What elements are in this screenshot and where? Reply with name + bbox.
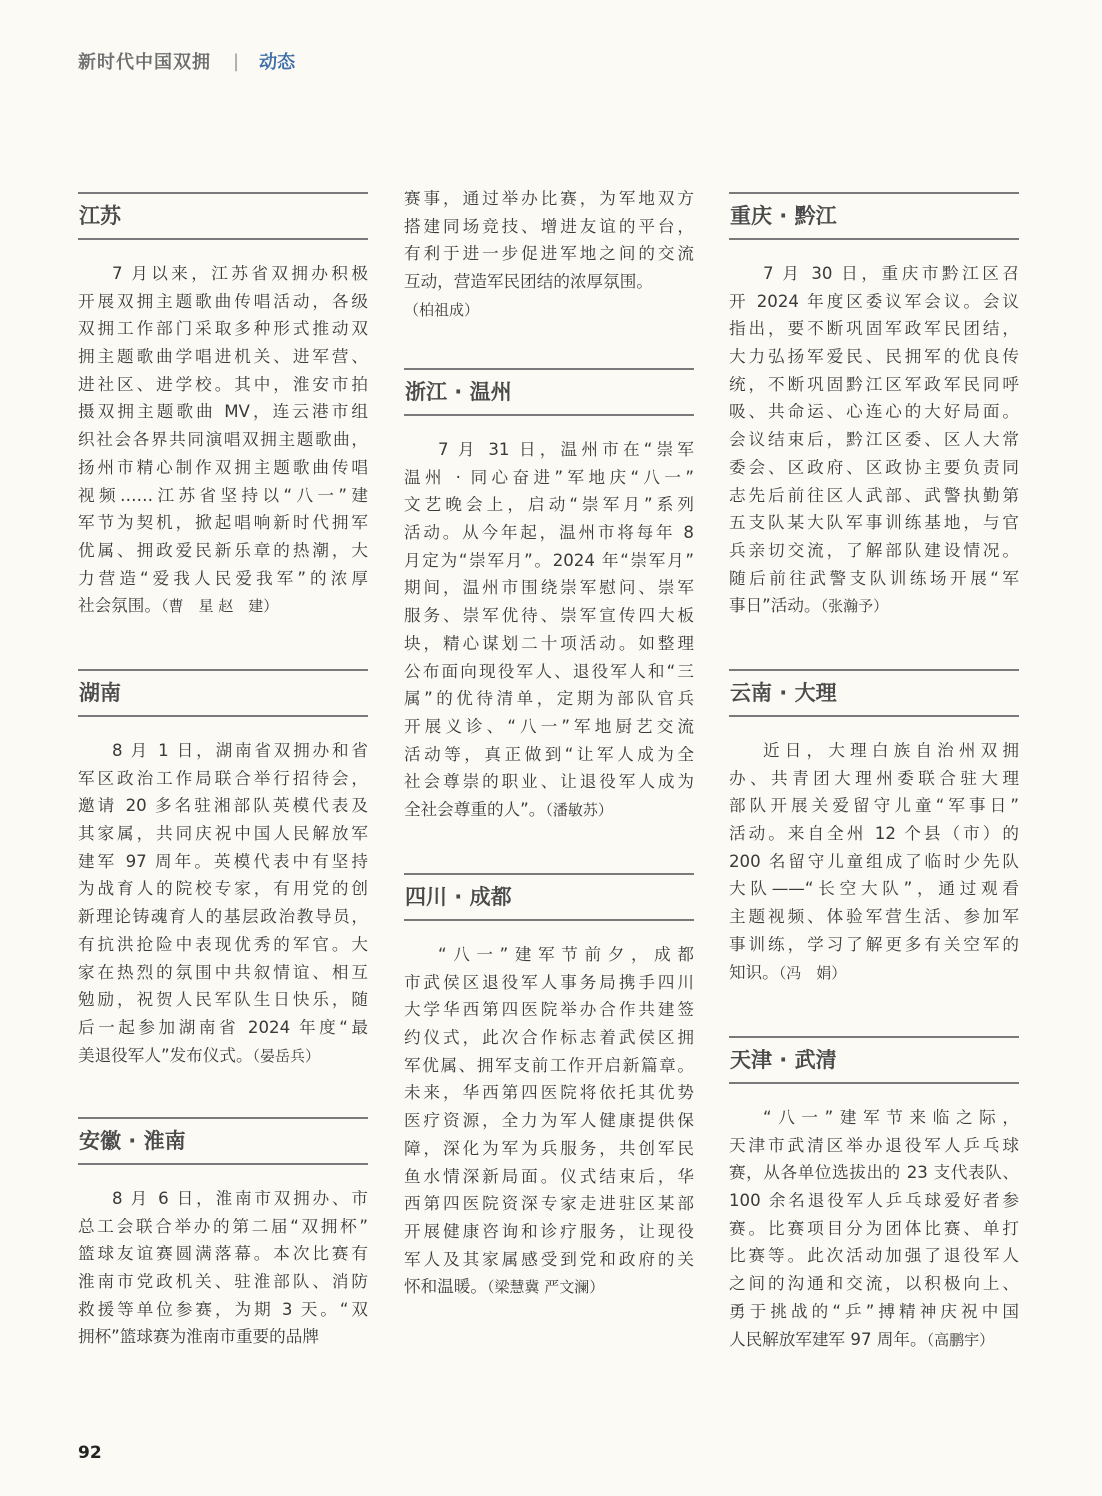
- article-line: [404, 768, 694, 796]
- article-line: [404, 464, 694, 492]
- column-3: [729, 192, 1019, 1349]
- line-text: 搭建同场竞技、增进友谊的平台，: [404, 216, 694, 236]
- line-text: 开展健康咨询和诊疗服务，让现役: [404, 1221, 694, 1241]
- article-line: [78, 565, 368, 593]
- line-text: 知识。: [729, 962, 779, 982]
- article-line: [404, 436, 694, 464]
- article-line: [78, 509, 368, 537]
- article-author: （高鹏宇）: [926, 1330, 995, 1349]
- line-text: 织社会各界共同演唱双拥主题歌曲，: [78, 430, 368, 450]
- article-tianjin-wuqing: [729, 1036, 1019, 1353]
- line-text: 视频……江苏省坚持以“八一”建: [78, 485, 368, 505]
- line-text: 新理论铸魂育人的基层政治教导员，: [78, 907, 368, 927]
- line-text: 随后前往武警支队训练场开展“军: [729, 568, 1019, 588]
- line-text: 总工会联合举办的第二届“双拥杯”: [78, 1216, 368, 1236]
- line-text: 力营造“爱我人民爱我军”的浓厚: [78, 568, 368, 588]
- line-text: 未来，华西第四医院将依托其优势: [404, 1083, 694, 1103]
- line-text: 8 月 6 日，淮南市双拥办、市: [112, 1189, 368, 1208]
- article-author: （晏岳兵）: [252, 1046, 321, 1065]
- article-line: [404, 602, 694, 630]
- article-line: [404, 1273, 694, 1301]
- line-text: 有利于进一步促进军地之间的交流: [404, 244, 694, 264]
- line-text: 双拥工作部门采取多种形式推动双: [78, 319, 368, 339]
- line-text: 开展双拥主题歌曲传唱活动，各级: [78, 291, 368, 311]
- line-text: 属”的优待清单，定期为部队官兵: [404, 689, 694, 709]
- article-line: [729, 509, 1019, 537]
- column-1: [78, 192, 368, 1347]
- line-text: 摄双拥主题歌曲 MV，连云港市组: [78, 402, 368, 422]
- line-text: 社会尊崇的职业、让退役军人成为: [404, 772, 694, 792]
- article-heading: 天津 · 武清: [729, 1036, 1019, 1084]
- line-text: 大学华西第四医院举办合作共建签: [404, 1000, 694, 1020]
- article-line: [729, 848, 1019, 876]
- line-text: 比赛等。此次活动加强了退役军人: [729, 1246, 1019, 1266]
- article-heading: 浙江 · 温州: [404, 368, 694, 416]
- article-line: [729, 592, 1019, 620]
- running-header: [78, 48, 295, 74]
- article-anhui-continued: [404, 185, 694, 323]
- article-line: [404, 1190, 694, 1218]
- article-line: [404, 630, 694, 658]
- article-jiangsu: [78, 192, 368, 620]
- article-line: [78, 1323, 368, 1351]
- line-text: 活动。从今年起，温州市将每年 8: [404, 523, 694, 543]
- magazine-title: 新时代中国双拥: [78, 52, 211, 73]
- article-author: （潘敏苏）: [545, 800, 613, 819]
- line-text: 互动，营造军民团结的浓厚氛围。: [404, 272, 653, 292]
- article-line: [404, 574, 694, 602]
- article-line: [78, 959, 368, 987]
- line-text: 指出，要不断巩固军政军民团结，: [729, 319, 1019, 339]
- line-text: 怀和温暖。: [404, 1277, 487, 1297]
- article-yunnan-dali: [729, 669, 1019, 986]
- article-line: [78, 1296, 368, 1324]
- article-heading: 四川 · 成都: [404, 873, 694, 921]
- article-line: [729, 537, 1019, 565]
- line-text: 邀请 20 多名驻湘部队英模代表及: [78, 796, 368, 816]
- article-line: [404, 240, 694, 268]
- article-line: [729, 1215, 1019, 1243]
- article-line: [78, 537, 368, 565]
- article-line: [404, 1079, 694, 1107]
- article-line: [404, 491, 694, 519]
- line-text: 之间的沟通和交流，以积极向上、: [729, 1274, 1019, 1294]
- article-line: [404, 969, 694, 997]
- column-2: [404, 185, 694, 1297]
- line-text: 兵亲切交流，了解部队建设情况。: [729, 540, 1019, 560]
- line-text: 军节为契机，掀起唱响新时代拥军: [78, 513, 368, 533]
- article-line: [729, 959, 1019, 987]
- article-line: [404, 685, 694, 713]
- article-chongqing-qianjiang: [729, 192, 1019, 620]
- article-line: [78, 592, 368, 620]
- article-line: [404, 519, 694, 547]
- article-line: [729, 482, 1019, 510]
- article-line: [78, 371, 368, 399]
- article-line: [729, 1270, 1019, 1298]
- line-text: 鱼水情深新局面。仪式结束后，华: [404, 1166, 694, 1186]
- line-text: 事训练，学习了解更多有关空军的: [729, 934, 1019, 954]
- article-author: （冯 娟）: [778, 963, 847, 982]
- article-line: [78, 737, 368, 765]
- article-heading: 云南 · 大理: [729, 669, 1019, 717]
- article-author: （梁慧冀 严文澜）: [486, 1278, 605, 1297]
- line-text: 主题视频、体验军营生活、参加军: [729, 907, 1019, 927]
- line-text: 大力弘扬军爱民、民拥军的优良传: [729, 347, 1019, 367]
- article-line: [78, 986, 368, 1014]
- line-text: 吸、共命运、心连心的大好局面。: [729, 402, 1019, 422]
- line-text: 其家属，共同庆祝中国人民解放军: [78, 824, 368, 844]
- article-line: [729, 737, 1019, 765]
- line-text: 勇于挑战的“乒”搏精神庆祝中国: [729, 1301, 1019, 1321]
- article-line: [404, 1107, 694, 1135]
- article-line: [729, 1326, 1019, 1354]
- line-text: 期间，温州市围绕崇军慰问、崇军: [404, 578, 694, 598]
- line-text: 200 名留守儿童组成了临时少先队: [729, 851, 1019, 871]
- line-text: “八一”建军节来临之际，: [763, 1108, 1019, 1127]
- line-text: 社会氛围。: [78, 596, 161, 616]
- article-heading: 湖南: [78, 669, 368, 717]
- article-line: [404, 185, 694, 213]
- article-line: [729, 1298, 1019, 1326]
- line-text: 优属、拥政爱民新乐章的热潮，大: [78, 540, 368, 560]
- article-line: [729, 903, 1019, 931]
- article-line: [78, 482, 368, 510]
- article-line: [78, 315, 368, 343]
- line-text: 勉励，祝贺人民军队生日快乐，随: [78, 990, 368, 1010]
- line-text: 军区政治工作局联合举行招待会，: [78, 768, 368, 788]
- line-text: 委会、区政府、区政协主要负责同: [729, 457, 1019, 477]
- line-text: 部队开展关爱留守儿童“军事日”: [729, 796, 1019, 816]
- line-text: 活动等，真正做到“让军人成为全: [404, 744, 694, 764]
- line-text: 医疗资源，全力为军人健康提供保: [404, 1111, 694, 1131]
- line-text: 篮球友谊赛圆满落幕。本次比赛有: [78, 1244, 368, 1264]
- article-line: [729, 1104, 1019, 1132]
- article-author: （曹 星 赵 建）: [160, 597, 279, 616]
- line-text: 文艺晚会上，启动“崇军月”系列: [404, 495, 694, 515]
- article-line: [78, 875, 368, 903]
- article-line: [78, 454, 368, 482]
- line-text: 公布面向现役军人、退役军人和“三: [404, 661, 694, 681]
- article-line: [729, 371, 1019, 399]
- article-line: [404, 1218, 694, 1246]
- article-line: [404, 941, 694, 969]
- article-line: [404, 1246, 694, 1274]
- article-line: [729, 398, 1019, 426]
- section-title: 动态: [259, 52, 296, 73]
- line-text: 军优属、拥军支前工作开启新篇章。: [404, 1055, 694, 1075]
- article-line: [78, 343, 368, 371]
- line-text: 赛事，通过举办比赛，为军地双方: [404, 189, 694, 208]
- line-text: 家在热烈的氛围中共叙情谊、相互: [78, 962, 368, 982]
- page-number: 92: [78, 1443, 102, 1463]
- article-line: [404, 1163, 694, 1191]
- article-line: [78, 260, 368, 288]
- line-text: 军人及其家属感受到党和政府的关: [404, 1249, 694, 1269]
- article-line: [729, 1187, 1019, 1215]
- article-hunan: [78, 669, 368, 1069]
- article-line: [78, 1042, 368, 1070]
- line-text: 淮南市党政机关、驻淮部队、消防: [78, 1272, 368, 1292]
- article-line: [78, 765, 368, 793]
- line-text: 7 月以来，江苏省双拥办积极: [112, 264, 368, 283]
- line-text: 办、共青团大理州委联合驻大理: [729, 768, 1019, 788]
- article-line: [404, 296, 694, 324]
- line-text: 开 2024 年度区委议军会议。会议: [729, 291, 1019, 311]
- line-text: 活动。来自全州 12 个县（市）的: [729, 824, 1019, 844]
- line-text: 拥主题歌曲学唱进机关、进军营、: [78, 347, 368, 367]
- article-line: [729, 454, 1019, 482]
- article-line: [729, 260, 1019, 288]
- line-text: 服务、崇军优待、崇军宣传四大板: [404, 606, 694, 626]
- article-author: （张瀚予）: [820, 597, 889, 616]
- article-line: [729, 875, 1019, 903]
- article-line: [404, 658, 694, 686]
- line-text: 拥杯”篮球赛为淮南市重要的品牌: [78, 1327, 319, 1347]
- line-text: 统，不断巩固黔江区军政军民同呼: [729, 374, 1019, 394]
- line-text: 志先后前往区人武部、武警执勤第: [729, 485, 1019, 505]
- line-text: 人民解放军建军 97 周年。: [729, 1329, 927, 1349]
- article-line: [729, 820, 1019, 848]
- article-heading: 江苏: [78, 192, 368, 240]
- article-line: [78, 426, 368, 454]
- article-line: [729, 1242, 1019, 1270]
- line-text: 后一起参加湖南省 2024 年度“最: [78, 1017, 368, 1037]
- article-line: [729, 315, 1019, 343]
- article-line: [404, 1052, 694, 1080]
- article-line: [404, 741, 694, 769]
- article-line: [78, 1213, 368, 1241]
- line-text: 事日”活动。: [729, 596, 821, 616]
- line-text: 赛，从各单位选拔出的 23 支代表队、: [729, 1163, 1019, 1183]
- article-line: [404, 796, 694, 824]
- article-zhejiang-wenzhou: [404, 368, 694, 824]
- line-text: 全社会尊重的人”。: [404, 799, 546, 819]
- article-line: [78, 398, 368, 426]
- line-text: 西第四医院资深专家走进驻区某部: [404, 1194, 694, 1214]
- line-text: 近日，大理白族自治州双拥: [763, 741, 1019, 760]
- article-sichuan-chengdu: [404, 873, 694, 1301]
- article-line: [729, 931, 1019, 959]
- article-line: [729, 288, 1019, 316]
- line-text: 赛。比赛项目分为团体比赛、单打: [729, 1218, 1019, 1238]
- line-text: 有抗洪抢险中表现优秀的军官。大: [78, 934, 368, 954]
- article-line: [78, 792, 368, 820]
- article-line: [729, 1132, 1019, 1160]
- line-text: 开展义诊、“八一”军地厨艺交流: [404, 716, 694, 736]
- article-line: [404, 213, 694, 241]
- line-text: 为战育人的院校专家，有用党的创: [78, 879, 368, 899]
- line-text: “八一”建军节前夕，成都: [438, 945, 694, 964]
- line-text: 市武侯区退役军人事务局携手四川: [404, 972, 694, 992]
- article-line: [404, 268, 694, 296]
- article-line: [78, 1014, 368, 1042]
- article-line: [78, 1185, 368, 1213]
- line-text: 7 月 31 日，温州市在“崇军: [438, 440, 694, 459]
- article-line: [404, 996, 694, 1024]
- line-text: 7 月 30 日，重庆市黔江区召: [763, 264, 1019, 283]
- article-line: [729, 565, 1019, 593]
- line-text: 100 余名退役军人乒乓球爱好者参: [729, 1191, 1019, 1211]
- article-line: [404, 547, 694, 575]
- article-line: [404, 713, 694, 741]
- line-text: 美退役军人”发布仪式。: [78, 1045, 253, 1065]
- article-line: [78, 903, 368, 931]
- line-text: 五支队某大队军事训练基地，与官: [729, 513, 1019, 533]
- line-text: 温州 · 同心奋进”军地庆“八一”: [404, 467, 694, 487]
- article-line: [729, 343, 1019, 371]
- line-text: 天津市武清区举办退役军人乒乓球: [729, 1135, 1019, 1155]
- line-text: 约仪式，此次合作标志着武侯区拥: [404, 1028, 694, 1048]
- line-text: 建军 97 周年。英模代表中有坚持: [78, 851, 368, 871]
- line-text: 月定为“崇军月”。2024 年“崇军月”: [404, 550, 694, 570]
- article-heading: 重庆 · 黔江: [729, 192, 1019, 240]
- article-line: [404, 1024, 694, 1052]
- article-line: [729, 792, 1019, 820]
- article-line: [78, 288, 368, 316]
- line-text: 会议结束后，黔江区委、区人大常: [729, 430, 1019, 450]
- article-line: [729, 426, 1019, 454]
- article-line: [729, 765, 1019, 793]
- article-author: （柏祖成）: [404, 300, 480, 319]
- article-line: [78, 820, 368, 848]
- line-text: 救援等单位参赛，为期 3 天。“双: [78, 1299, 368, 1319]
- line-text: 8 月 1 日，湖南省双拥办和省: [112, 741, 368, 760]
- article-line: [404, 1135, 694, 1163]
- article-anhui-huainan: [78, 1117, 368, 1351]
- article-line: [78, 848, 368, 876]
- line-text: 障，深化为军为兵服务，共创军民: [404, 1138, 694, 1158]
- line-text: 大队——“长空大队”，通过观看: [729, 879, 1019, 899]
- line-text: 扬州市精心制作双拥主题歌曲传唱: [78, 457, 368, 477]
- article-line: [78, 1268, 368, 1296]
- article-line: [78, 1240, 368, 1268]
- line-text: 进社区、进学校。其中，淮安市拍: [78, 374, 368, 394]
- header-separator: |: [233, 50, 240, 72]
- line-text: 块，精心谋划二十项活动。如整理: [404, 633, 694, 653]
- article-line: [78, 931, 368, 959]
- article-line: [729, 1159, 1019, 1187]
- article-heading: 安徽 · 淮南: [78, 1117, 368, 1165]
